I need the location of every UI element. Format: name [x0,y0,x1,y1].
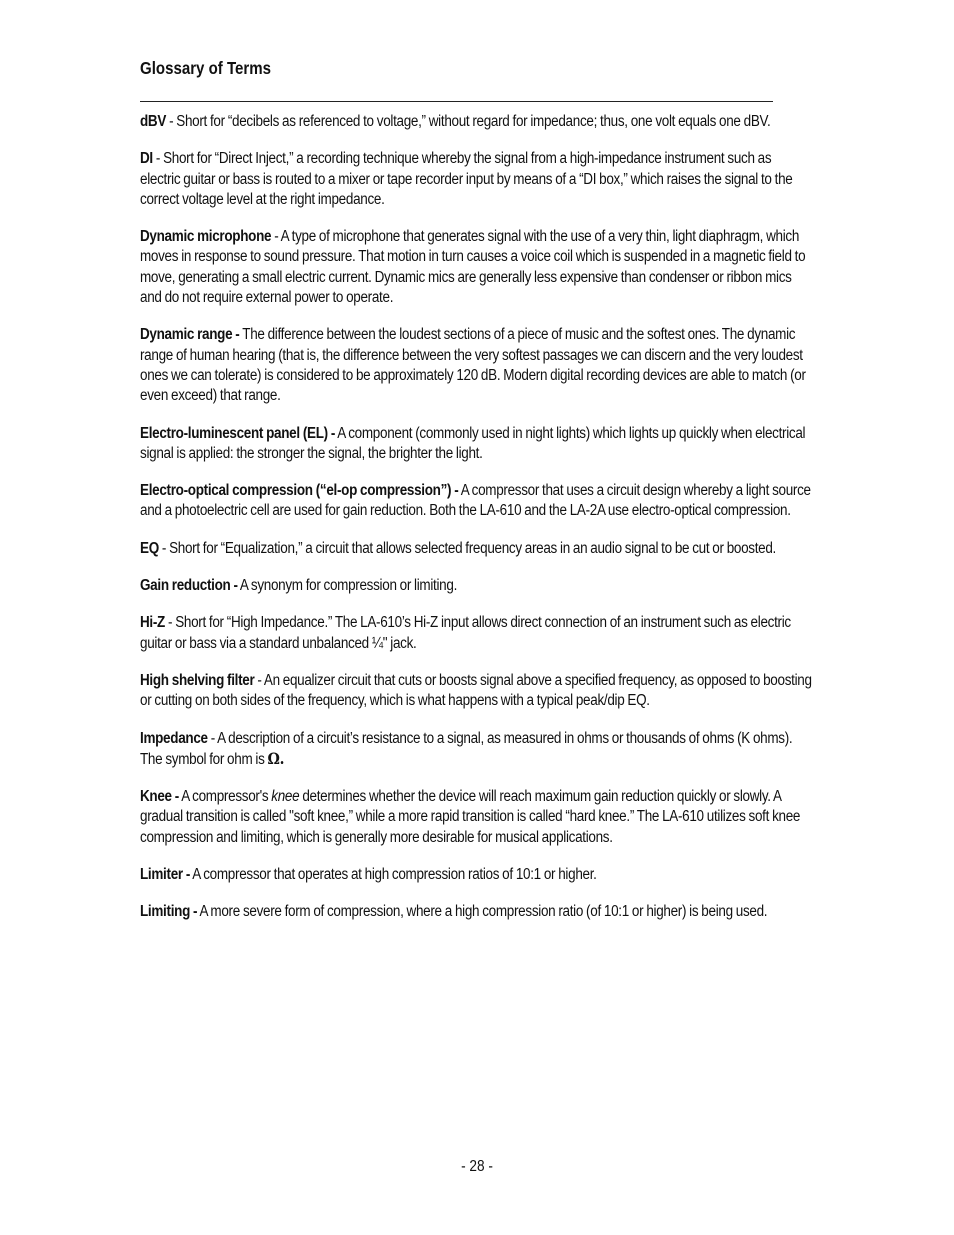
page-title: Glossary of Terms [140,58,272,78]
term-label: EQ [140,539,159,557]
term-label: Gain reduction - [140,577,238,595]
term-label: Electro-optical compression (“el-op compression”) - [140,482,459,500]
term-separator: - [164,614,176,632]
term-definition: The difference between the loudest sections of a piece of music and the softest ones. The dynamic range of human hearing (that is, the difference between the very softest passages we can discern and the very loudest ones we can tolerate) is considered to be approximately 120 dB. Modern digital recording devices are able to match (or even exceed) that range. [140,326,806,405]
term-label: High shelving filter [140,671,255,689]
title-divider [140,101,773,102]
term-label: Electro-luminescent panel (EL) - [140,424,336,442]
term-label: Limiter - [140,866,191,884]
glossary-entry-gain-reduction [140,576,814,596]
term-separator: - [271,228,281,246]
term-separator: - [158,539,170,557]
glossary-entry-dbv [140,112,814,132]
term-label: DI [140,150,153,168]
term-separator: - [166,113,177,130]
term-definition: A type of microphone that generates signal with the use of a very thin, light diaphragm, which moves in response to sound pressure. That motion in turn causes a voice coil which is suspended in a magnetic field to move, generating a small electric current. Dynamic mics are generally less expensive than condenser or ribbon mics and do not require external power to operate. [140,228,806,307]
term-label: Knee - [140,788,179,806]
glossary-entry-dynamic-range [140,325,814,406]
glossary-entry-impedance [140,729,814,771]
term-separator: - [207,729,218,747]
term-definition: A synonym for compression or limiting. [239,577,458,595]
term-label: Dynamic microphone [140,228,272,246]
glossary-entry-hi-z [140,613,814,654]
term-definition: Short for “Equalization,” a circuit that allows selected frequency areas in an audio signal to be cut or boosted. [169,539,776,557]
term-definition: A description of a circuit’s resistance to a signal, as measured in ohms or thousands of ohms (K ohms). The symbol for ohm is [140,729,793,768]
term-definition: A compressor that operates at high compression ratios of 10:1 or higher. [192,866,597,884]
glossary-entry-dynamic-microphone [140,227,814,308]
term-definition: Short for “Direct Inject,” a recording technique whereby the signal from a high-impedance instrument such as electric guitar or bass is routed to a mixer or tape recorder input by means of a “DI box,” which raises the signal to the correct voltage level at the right impedance. [140,150,793,208]
term-label: Limiting - [140,903,198,921]
term-definition: A more severe form of compression, where a high compression ratio (of 10:1 or higher) is being used. [199,903,768,921]
glossary-entry-limiter [140,865,814,885]
glossary-entry-electro-luminescent-panel [140,424,814,465]
term-definition: Short for “decibels as referenced to voltage,” without regard for impedance; thus, one volt equals one dBV. [176,113,771,130]
term-definition: A component (commonly used in night lights) which lights up quickly when electrical signal is applied: the stronger the signal, the brighter the light. [140,424,806,462]
glossary-entry-knee [140,787,814,848]
term-label: Dynamic range - [140,326,240,344]
term-separator: - [152,150,164,168]
term-separator: - [254,671,264,689]
page-number: - 28 - [461,1158,493,1175]
term-definition-end: determines whether the device will reach maximum gain reduction quickly or slowly. A gradual transition is called "soft knee,” while a more rapid transition is called “hard knee.” The LA-610 utilizes soft knee compression and limiting, which is generally more desirable for musical applications. [140,788,801,846]
glossary-entry-di [140,149,814,210]
term-label: dBV [140,113,167,130]
glossary-entry-electro-optical-compression [140,481,814,522]
term-definition: Short for “High Impedance.” The LA-610’s Hi-Z input allows direct connection of an instrument such as electric guitar or bass via a standard unbalanced ¼" jack. [140,614,791,652]
glossary-entry-high-shelving-filter [140,671,814,712]
term-label: Hi-Z [140,614,165,632]
glossary-entry-eq [140,539,814,559]
glossary-list [140,112,814,923]
glossary-entry-limiting [140,902,814,922]
term-label: Impedance [140,729,208,747]
term-definition: A compressor that uses a circuit design whereby a light source and a photoelectric cell are used for gain reduction. Both the LA-610 and the LA-2A use electro-optical compression. [140,482,811,520]
ohm-symbol: Ω. [267,748,285,768]
term-definition: An equalizer circuit that cuts or boosts signal above a specified frequency, as opposed to boosting or cutting on both sides of the frequency, which is what happens with a typical peak/dip EQ. [140,671,812,710]
term-definition-start: A compressor's [178,788,272,806]
term-emphasis: knee [271,788,300,806]
glossary-page [140,56,814,940]
